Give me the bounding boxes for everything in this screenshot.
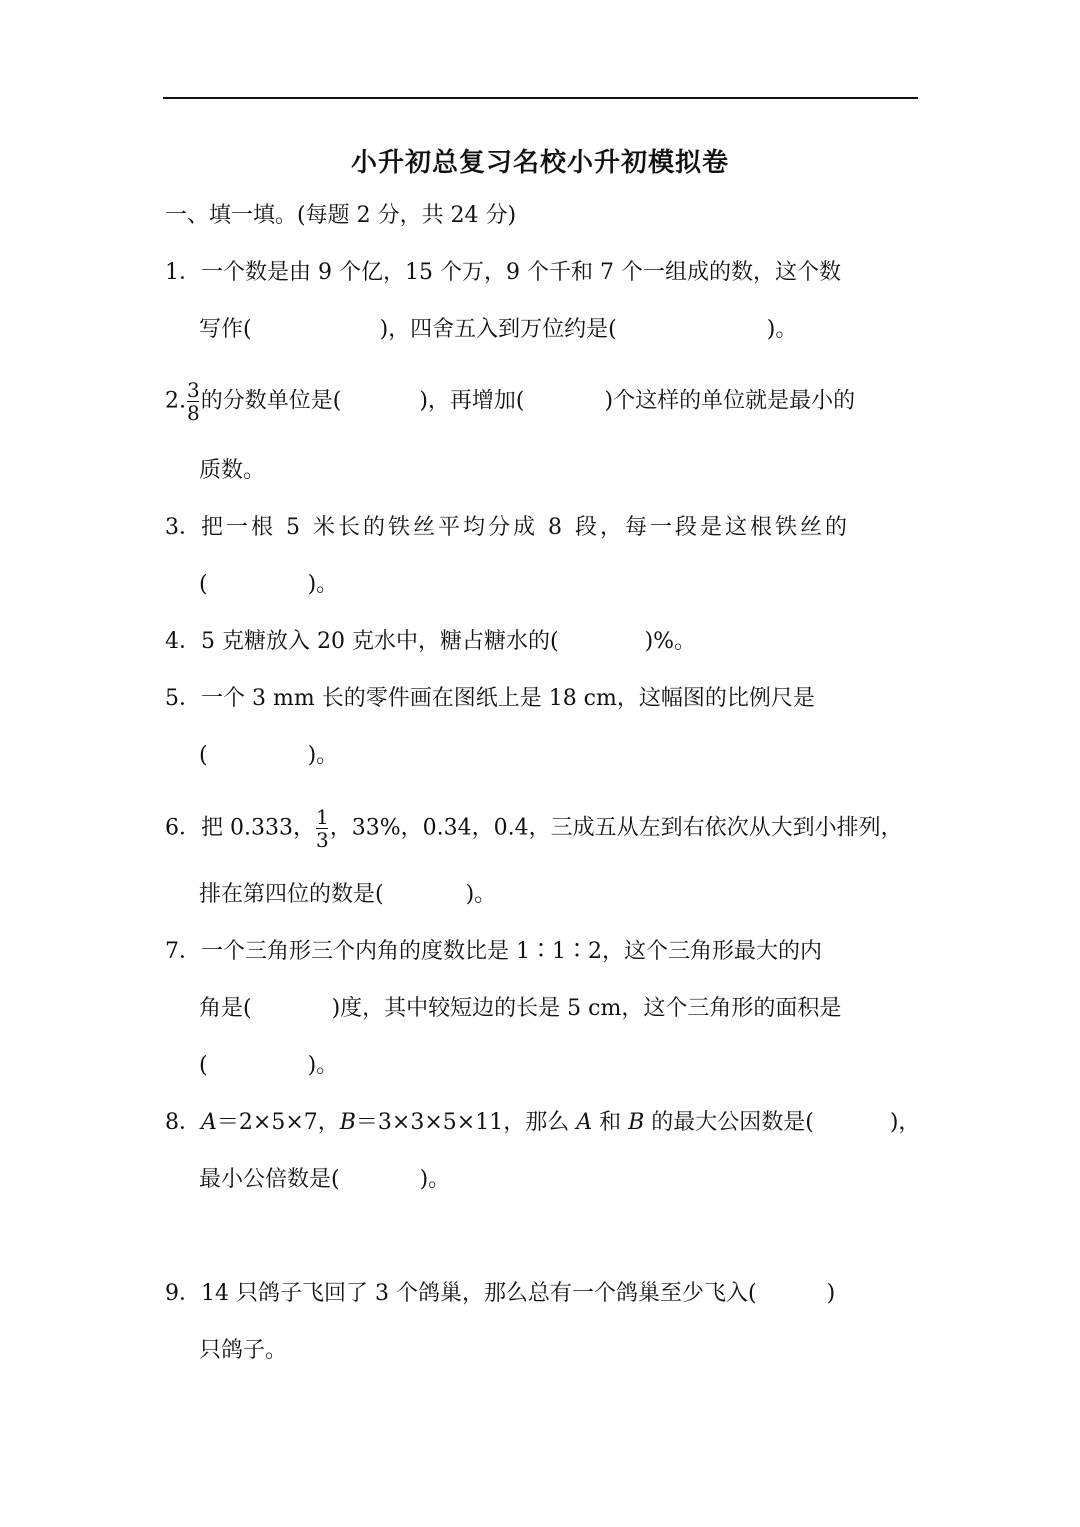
question-3-line-1 [165, 511, 917, 545]
question-9-line-2: 只鸽子。 [199, 1338, 288, 1363]
fraction-numerator: 3 [187, 378, 200, 402]
fraction-denominator: 8 [187, 401, 200, 425]
question-6-text-2: ，33%，0.34，0.4，三成五从左到右依次从大到小排列， [329, 815, 903, 841]
question-1-end: )。 [766, 317, 798, 342]
question-2-text-3: )个这样的单位就是最小的 [604, 388, 856, 414]
question-3-number: 3． [165, 515, 201, 540]
question-4-line-1 [165, 625, 917, 659]
question-8-end: )。 [419, 1167, 451, 1192]
question-7-open-paren: ( [199, 1053, 208, 1078]
page-title: 小升初总复习名校小升初模拟卷 [350, 148, 729, 178]
question-8-line-1 [165, 1106, 921, 1140]
question-6-end: )。 [465, 882, 497, 907]
question-5-number: 5． [165, 686, 201, 711]
question-6-text-1: 把 0.333， [201, 815, 315, 841]
question-8-text-2: )， [889, 1110, 921, 1135]
question-8-text-3: 最小公倍数是( [199, 1167, 340, 1192]
fraction-denominator: 3 [315, 828, 329, 852]
question-7-text-2: 角是( [199, 996, 252, 1021]
question-8-number: 8． [165, 1110, 201, 1135]
fraction-numerator: 1 [315, 805, 329, 829]
question-1-line-1 [165, 256, 917, 290]
question-2-text-2: )，再增加( [419, 388, 525, 414]
question-6-number: 6． [165, 815, 201, 841]
question-5-open-paren: ( [199, 743, 208, 768]
question-1-number: 1． [165, 260, 201, 285]
variable-a: A [201, 1110, 217, 1135]
question-7-line-2 [199, 992, 917, 1026]
question-7-close-paren: )。 [307, 1053, 339, 1078]
question-8-text-1: 的最大公因数是( [644, 1110, 814, 1135]
question-1-answer-label-1: 写作( [199, 317, 252, 342]
question-1-text: 一个数是由 9 个亿，15 个万，9 个千和 7 个一组成的数，这个数 [201, 260, 841, 285]
question-2-text-1: 的分数单位是( [200, 388, 342, 414]
question-7-number: 7． [165, 939, 201, 964]
question-3-close-paren: )。 [307, 572, 339, 597]
question-5-close-paren: )。 [307, 743, 339, 768]
question-3-text: 把一根 5 米长的铁丝平均分成 8 段，每一段是这根铁丝的 [201, 515, 850, 540]
question-9-number: 9． [165, 1281, 201, 1306]
question-6-text-3: 排在第四位的数是( [199, 882, 384, 907]
question-2-number: 2. [165, 388, 186, 414]
question-7-text-1: 一个三角形三个内角的度数比是 1∶1∶2，这个三角形最大的内 [201, 939, 822, 964]
question-4-text-1: 5 克糖放入 20 克水中，糖占糖水的( [201, 629, 559, 654]
question-9-line-1 [165, 1277, 917, 1311]
question-7-text-3: )度，其中较短边的长是 5 cm，这个三角形的面积是 [331, 996, 842, 1021]
question-3-line-2 [199, 568, 917, 602]
question-1-answer-label-2: )，四舍五入到万位约是( [379, 317, 617, 342]
question-5-text: 一个 3 mm 长的零件画在图纸上是 18 cm，这幅图的比例尺是 [201, 686, 815, 711]
variable-b: B [628, 1110, 645, 1135]
question-7-line-1 [165, 935, 917, 969]
question-7-line-3 [199, 1049, 917, 1083]
question-2-line-1 [165, 379, 917, 424]
question-3-open-paren: ( [199, 572, 208, 597]
variable-b: B [339, 1110, 356, 1135]
section-heading: 一、填一填。(每题 2 分，共 24 分) [165, 203, 517, 228]
question-5-line-2 [199, 739, 917, 773]
question-4-text-2: )%。 [644, 629, 697, 654]
fraction-3-8 [187, 379, 200, 424]
question-8-expr-b: ＝3×3×5×11，那么 [355, 1110, 577, 1135]
question-8-expr-a: ＝2×5×7， [216, 1110, 340, 1135]
question-9-text-2: ) [826, 1281, 836, 1306]
question-5-line-1 [165, 682, 917, 716]
question-6-line-1 [165, 806, 917, 851]
question-4-number: 4． [165, 629, 201, 654]
question-1-line-2 [199, 313, 917, 347]
fraction-1-3 [316, 806, 329, 851]
question-9-text-1: 14 只鸽子飞回了 3 个鸽巢，那么总有一个鸽巢至少飞入( [201, 1281, 757, 1306]
variable-a: A [576, 1110, 593, 1135]
question-8-line-2 [199, 1163, 917, 1197]
header-rule [163, 97, 918, 99]
question-8-and: 和 [592, 1110, 629, 1135]
question-2-line-2: 质数。 [199, 458, 266, 483]
question-6-line-2 [199, 878, 917, 912]
